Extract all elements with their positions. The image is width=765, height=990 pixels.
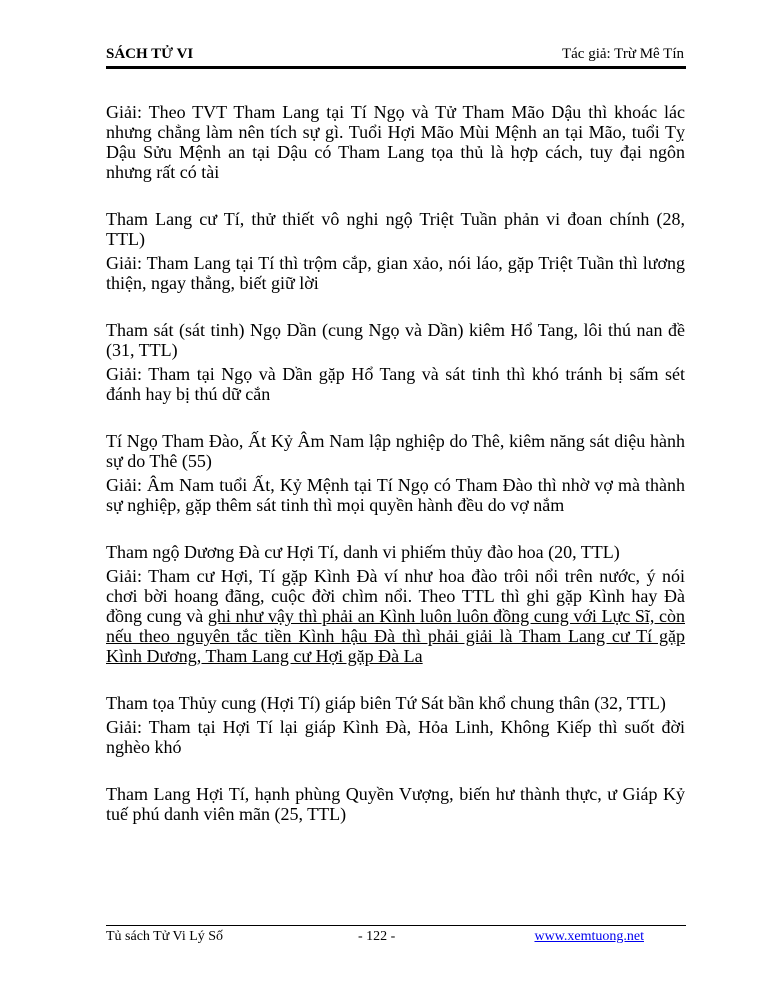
text-block-4 <box>106 431 685 515</box>
text-block-5 <box>106 542 685 666</box>
verse-text: Tham Lang Hợi Tí, hạnh phùng Quyền Vượng, biến hư thành thực, ư Giáp Kỷ tuế phú danh viên mãn (25, TTL) <box>106 784 685 824</box>
explanation-plain: Giải: Tham cư Hợi, Tí gặp Kình Đà ví như hoa đào trôi nổi trên nước, ý nói chơi bời hoang đãng, cuộc đời chìm nổi. Theo TTL thì ghi gặp Kình hay Đà đồng cung và <box>106 566 685 626</box>
text-block-7 <box>106 784 685 824</box>
text-block-2 <box>106 209 685 293</box>
series-name: Tủ sách Tử Vi Lý Số <box>106 929 224 944</box>
explanation-text <box>106 566 685 666</box>
page-content <box>106 102 685 851</box>
verse-text: Tham Lang cư Tí, thử thiết vô nghi ngộ Triệt Tuần phản vi đoan chính (28, TTL) <box>106 209 685 249</box>
page-number: - 122 - <box>358 929 396 944</box>
author-line: Tác giả: Trừ Mê Tín <box>561 46 684 62</box>
page-header <box>106 44 686 69</box>
explanation-text: Giải: Theo TVT Tham Lang tại Tí Ngọ và Tử Tham Mão Dậu thì khoác lác nhưng chẳng làm nên tích sự gì. Tuổi Hợi Mão Mùi Mệnh an tại Mão, tuổi Tỵ Dậu Sửu Mệnh an tại Dậu có Tham Lang tọa thủ là hợp cách, tuy đại ngôn nhưng rất có tài <box>106 102 685 182</box>
explanation-text: Giải: Tham tại Hợi Tí lại giáp Kình Đà, Hỏa Linh, Không Kiếp thì suốt đời nghèo khó <box>106 717 685 757</box>
verse-text: Tham ngộ Dương Đà cư Hợi Tí, danh vi phiếm thủy đào hoa (20, TTL) <box>106 542 620 562</box>
explanation-text: Giải: Âm Nam tuổi Ất, Kỷ Mệnh tại Tí Ngọ có Tham Đào thì nhờ vợ mà thành sự nghiệp, gặp thêm sát tinh thì mọi quyền hành đều do vợ nắm <box>106 475 685 515</box>
website-link[interactable]: www.xemtuong.net <box>534 929 644 944</box>
verse-text: Tham tọa Thủy cung (Hợi Tí) giáp biên Tứ Sát bần khổ chung thân (32, TTL) <box>106 693 666 713</box>
verse-text: Tham sát (sát tinh) Ngọ Dần (cung Ngọ và Dần) kiêm Hổ Tang, lôi thú nan đề (31, TTL) <box>106 320 685 360</box>
text-block-6 <box>106 693 685 757</box>
explanation-text: Giải: Tham tại Ngọ và Dần gặp Hổ Tang và sát tinh thì khó tránh bị sấm sét đánh hay bị thú dữ cắn <box>106 364 685 404</box>
explanation-text: Giải: Tham Lang tại Tí thì trộm cắp, gian xảo, nói láo, gặp Triệt Tuần thì lương thiện, ngay thẳng, biết giữ lời <box>106 253 685 293</box>
explanation-underlined: ghi như vậy thì phải an Kình luôn luôn đồng cung với Lực Sĩ, còn nếu theo nguyên tắc tiền Kình hậu Đà thì phải giải là Tham Lang cư Tí gặp Kình Dương, Tham Lang cư Hợi gặp Đà La <box>106 606 685 666</box>
verse-text: Tí Ngọ Tham Đào, Ất Kỷ Âm Nam lập nghiệp do Thê, kiêm năng sát diệu hành sự do Thê (55) <box>106 431 685 471</box>
book-title: SÁCH TỬ VI <box>106 46 194 62</box>
text-block-3 <box>106 320 685 404</box>
text-block-1 <box>106 102 685 182</box>
page-footer <box>106 925 686 946</box>
